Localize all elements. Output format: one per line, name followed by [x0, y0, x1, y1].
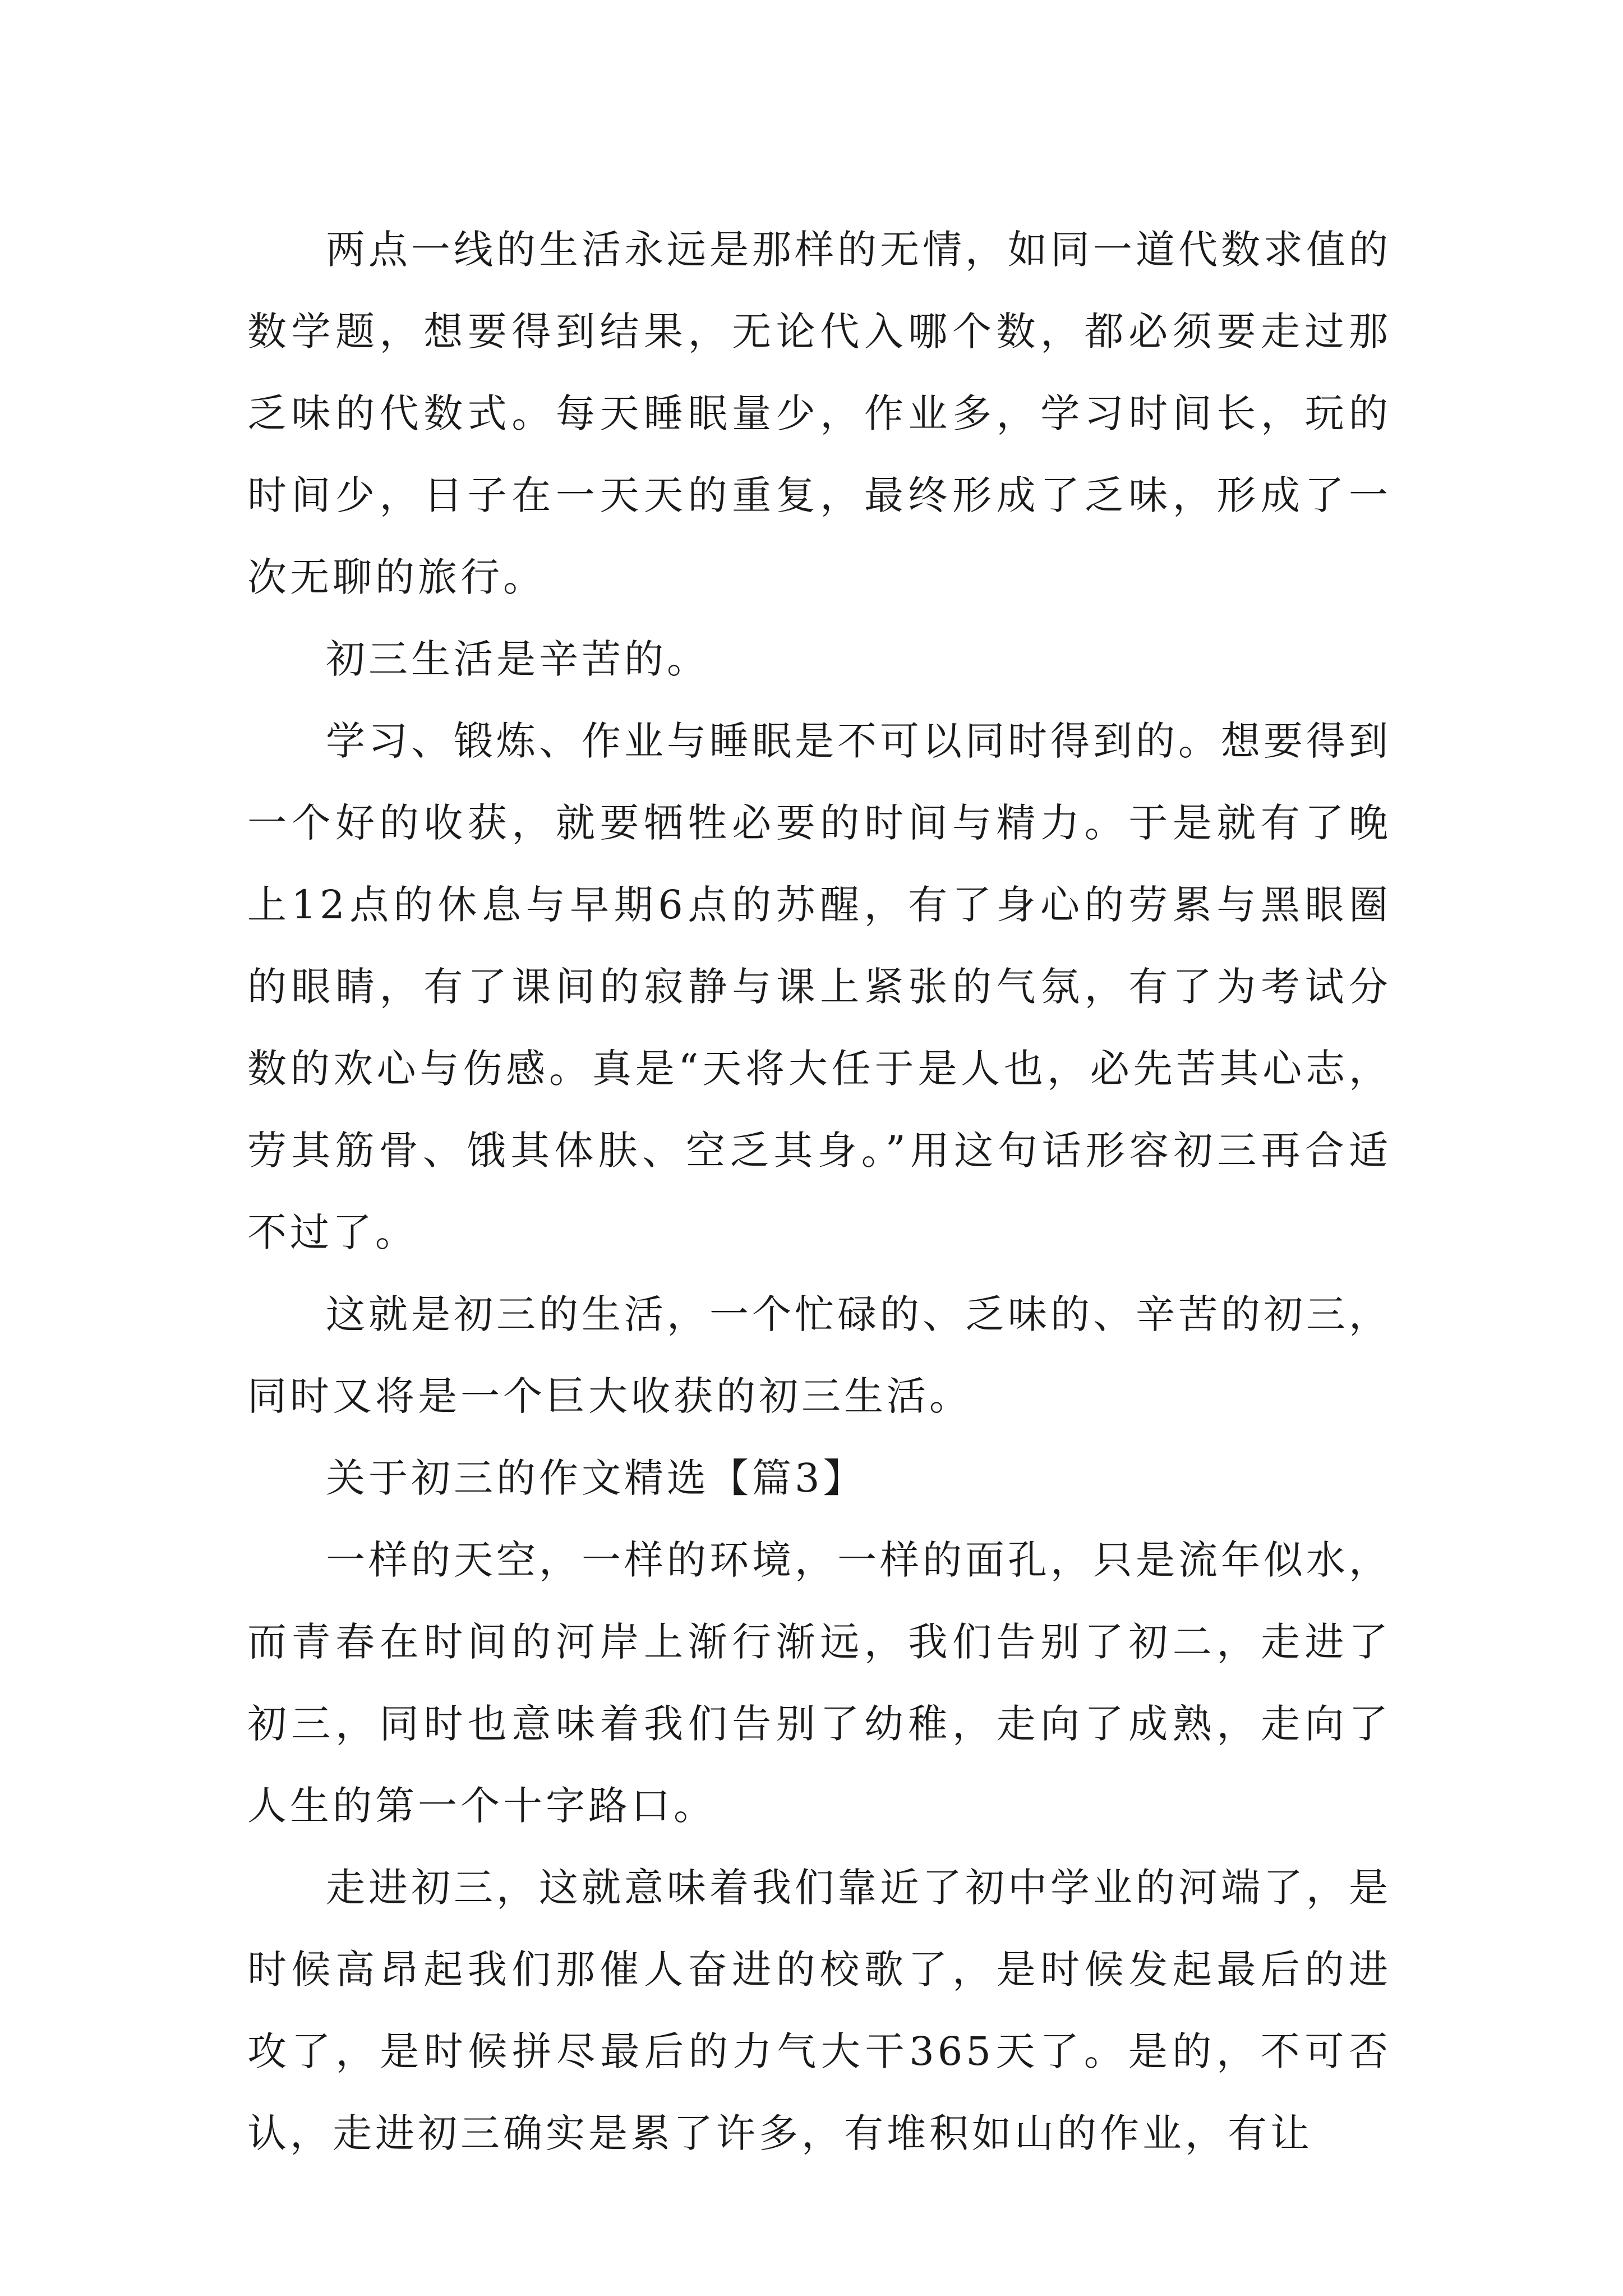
section-heading: 关于初三的作文精选【篇3】 — [326, 1455, 866, 1501]
paragraph-3: 学习、锻炼、作业与睡眠是不可以同时得到的。想要得到一个好的收获，就要牺牲必要的时间与精力。于是就有了晚上12点的休息与早期6点的苏醒，有了身心的劳累与黑眼圈的眼睛，有了课间的寂静与课上紧张的气氛，有了为考试分数的欢心与伤感。真是“天将大任于是人也，必先苦其心志，劳其筋骨、饿其体肤、空乏其身。”用这句话形容初三再合适不过了。 — [247, 718, 1391, 1255]
paragraph-4: 这就是初三的生活，一个忙碌的、乏味的、辛苦的初三，同时又将是一个巨大收获的初三生活。 — [247, 1291, 1391, 1419]
document-body — [247, 209, 1391, 2174]
paragraph-1: 两点一线的生活永远是那样的无情，如同一道代数求值的数学题，想要得到结果，无论代入哪个数，都必须要走过那乏味的代数式。每天睡眠量少，作业多，学习时间长，玩的时间少，日子在一天天的重复，最终形成了乏味，形成了一次无聊的旅行。 — [247, 227, 1391, 600]
paragraph-5: 一样的天空，一样的环境，一样的面孔，只是流年似水，而青春在时间的河岸上渐行渐远，我们告别了初二，走进了初三，同时也意味着我们告别了幼稚，走向了成熟，走向了人生的第一个十字路口。 — [247, 1537, 1391, 1829]
paragraph-2: 初三生活是辛苦的。 — [326, 636, 709, 682]
paragraph-6: 走进初三，这就意味着我们靠近了初中学业的河端了，是时候高昂起我们那催人奋进的校歌了，是时候发起最后的进攻了，是时候拼尽最后的力气大干365天了。是的，不可否认，走进初三确实是累了许多，有堆积如山的作业，有让 — [247, 1865, 1391, 2156]
